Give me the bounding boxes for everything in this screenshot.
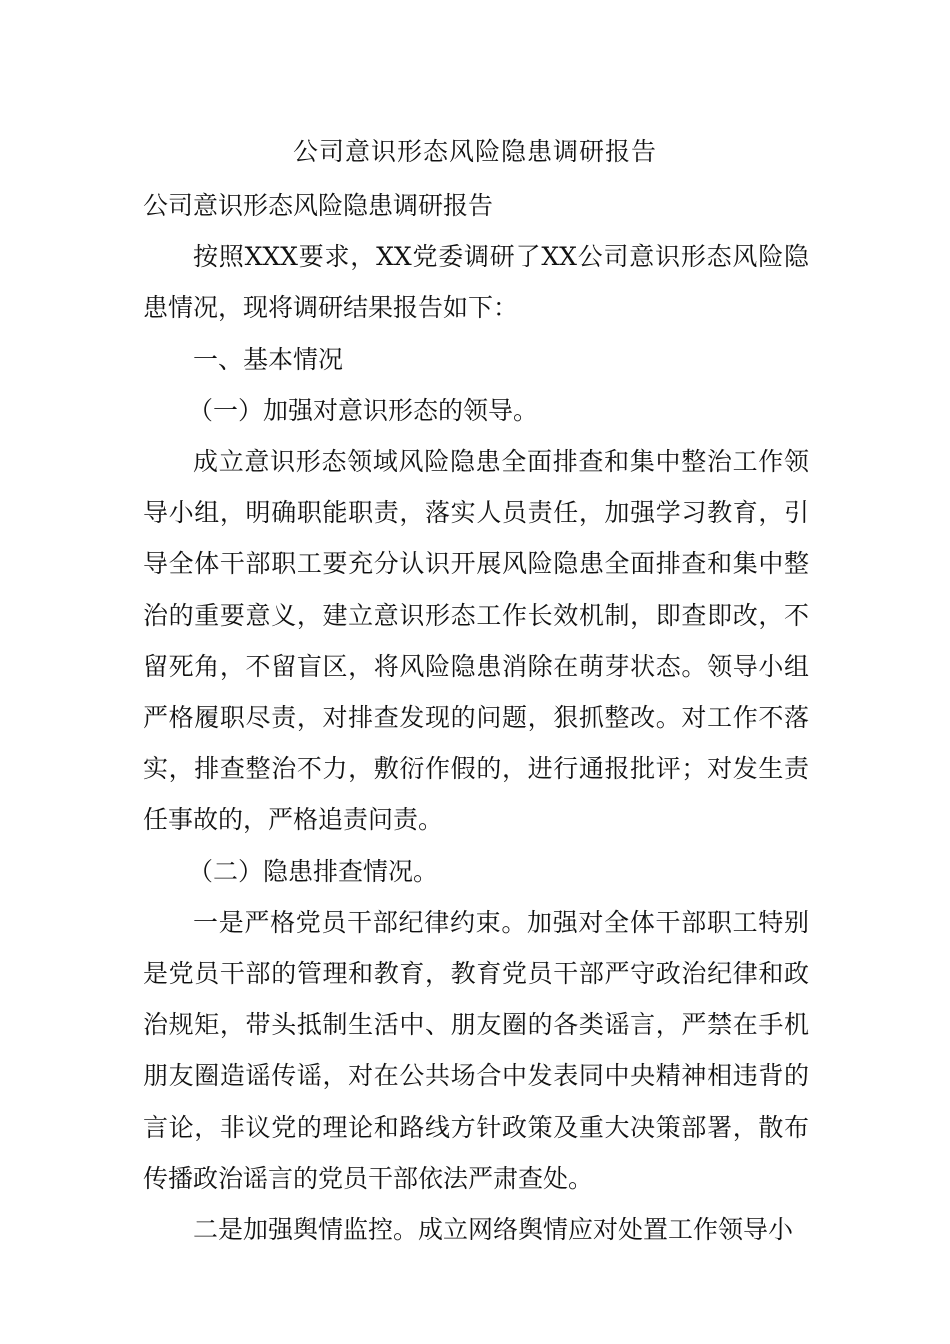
- section-one-heading: 一、基本情况: [193, 344, 344, 374]
- subsection-one-heading: （一）加强对意识形态的领导。: [188, 395, 539, 425]
- intro-paragraph: 按照XXX要求，XX党委调研了XX公司意识形态风险隐患情况，现将调研结果报告如下：: [143, 242, 809, 323]
- document-subtitle: 公司意识形态风险隐患调研报告: [143, 191, 494, 220]
- document-body: [143, 180, 809, 1255]
- document-title: 公司意识形态风险隐患调研报告: [292, 137, 657, 166]
- subsection-one-paragraph: 成立意识形态领域风险隐患全面排查和集中整治工作领导小组，明确职能职责，落实人员责任，加强学习教育，引导全体干部职工要充分认识开展风险隐患全面排查和集中整治的重要意义，建立意识形态工作长效机制，即查即改，不留死角，不留盲区，将风险隐患消除在萌芽状态。领导小组严格履职尽责，对排查发现的问题，狠抓整改。对工作不落实，排查整治不力，敷衍作假的，进行通报批评；对发生责任事故的，严格追责问责。: [143, 447, 809, 835]
- point-one-paragraph: 一是严格党员干部纪律约束。加强对全体干部职工特别是党员干部的管理和教育，教育党员干部严守政治纪律和政治规矩，带头抵制生活中、朋友圈的各类谣言，严禁在手机朋友圈造谣传谣，对在公共场合中发表同中央精神相违背的言论，非议党的理论和路线方针政策及重大决策部署，散布传播政治谣言的党员干部依法严肃查处。: [143, 907, 809, 1193]
- subsection-two-heading: （二）隐患排查情况。: [188, 856, 439, 886]
- point-two-paragraph: 二是加强舆情监控。成立网络舆情应对处置工作领导小: [193, 1215, 794, 1245]
